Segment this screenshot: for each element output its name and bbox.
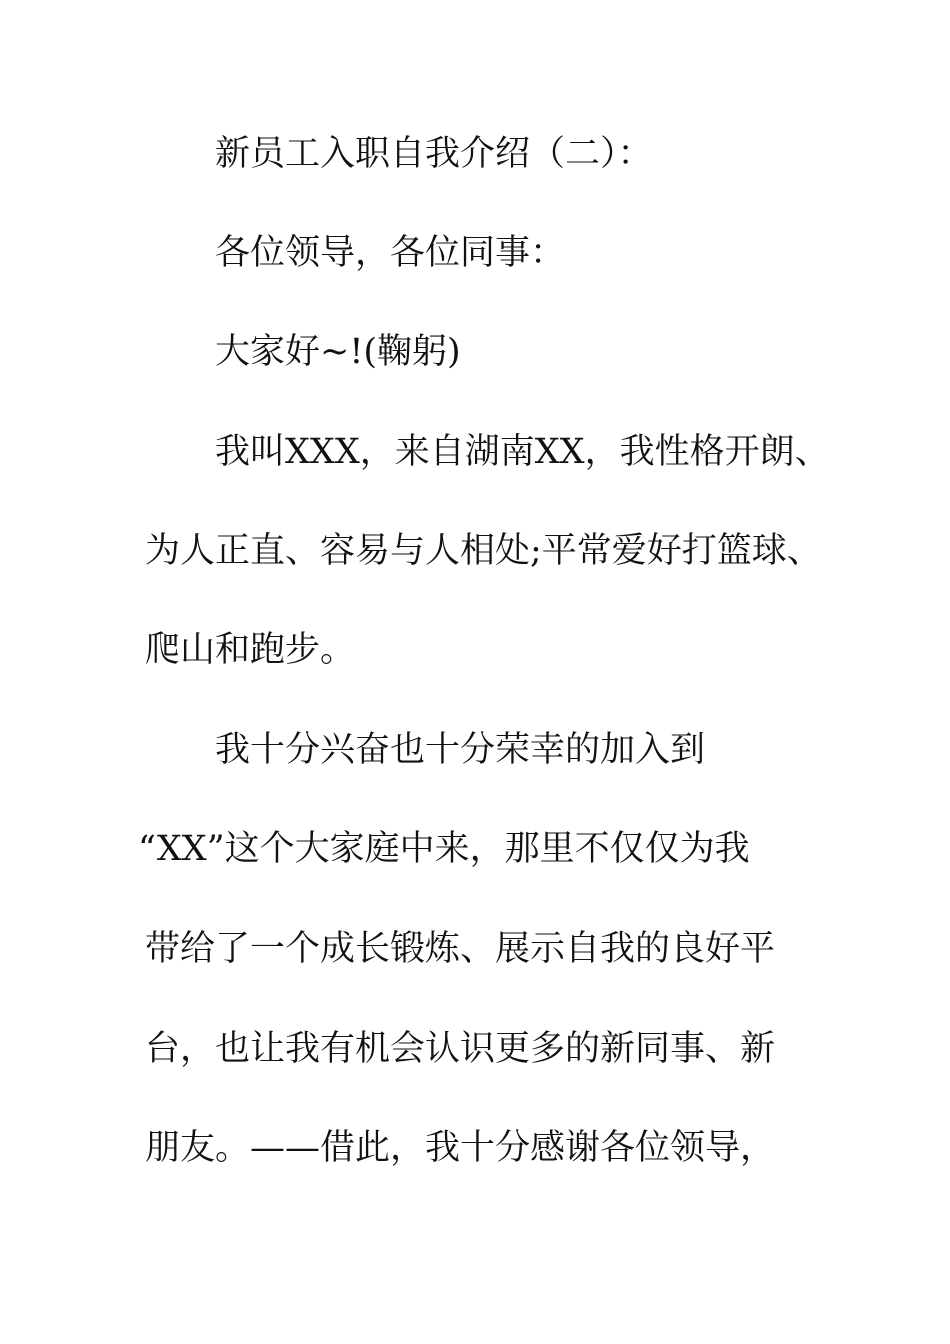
paragraph-2-line-1: 我十分兴奋也十分荣幸的加入到 (215, 730, 706, 770)
paragraph-2-line-5: 朋友。——借此，我十分感谢各位领导， (145, 1128, 776, 1168)
salutation: 各位领导，各位同事： (215, 233, 566, 273)
paragraph-1-line-1: 我叫XXX，来自湖南XX，我性格开朗、 (215, 432, 830, 472)
paragraph-2-line-2: “XX”这个大家庭中来，那里不仅仅为我 (138, 829, 750, 869)
paragraph-1-line-2: 为人正直、容易与人相处;平常爱好打篮球、 (145, 531, 822, 571)
paragraph-2-line-3: 带给了一个成长锻炼、展示自我的良好平 (145, 929, 776, 969)
document-heading: 新员工入职自我介绍（二）： (215, 134, 653, 174)
paragraph-1-line-3: 爬山和跑步。 (145, 630, 356, 670)
greeting: 大家好~!(鞠躬) (215, 332, 461, 372)
paragraph-2-line-4: 台，也让我有机会认识更多的新同事、新 (145, 1029, 776, 1069)
